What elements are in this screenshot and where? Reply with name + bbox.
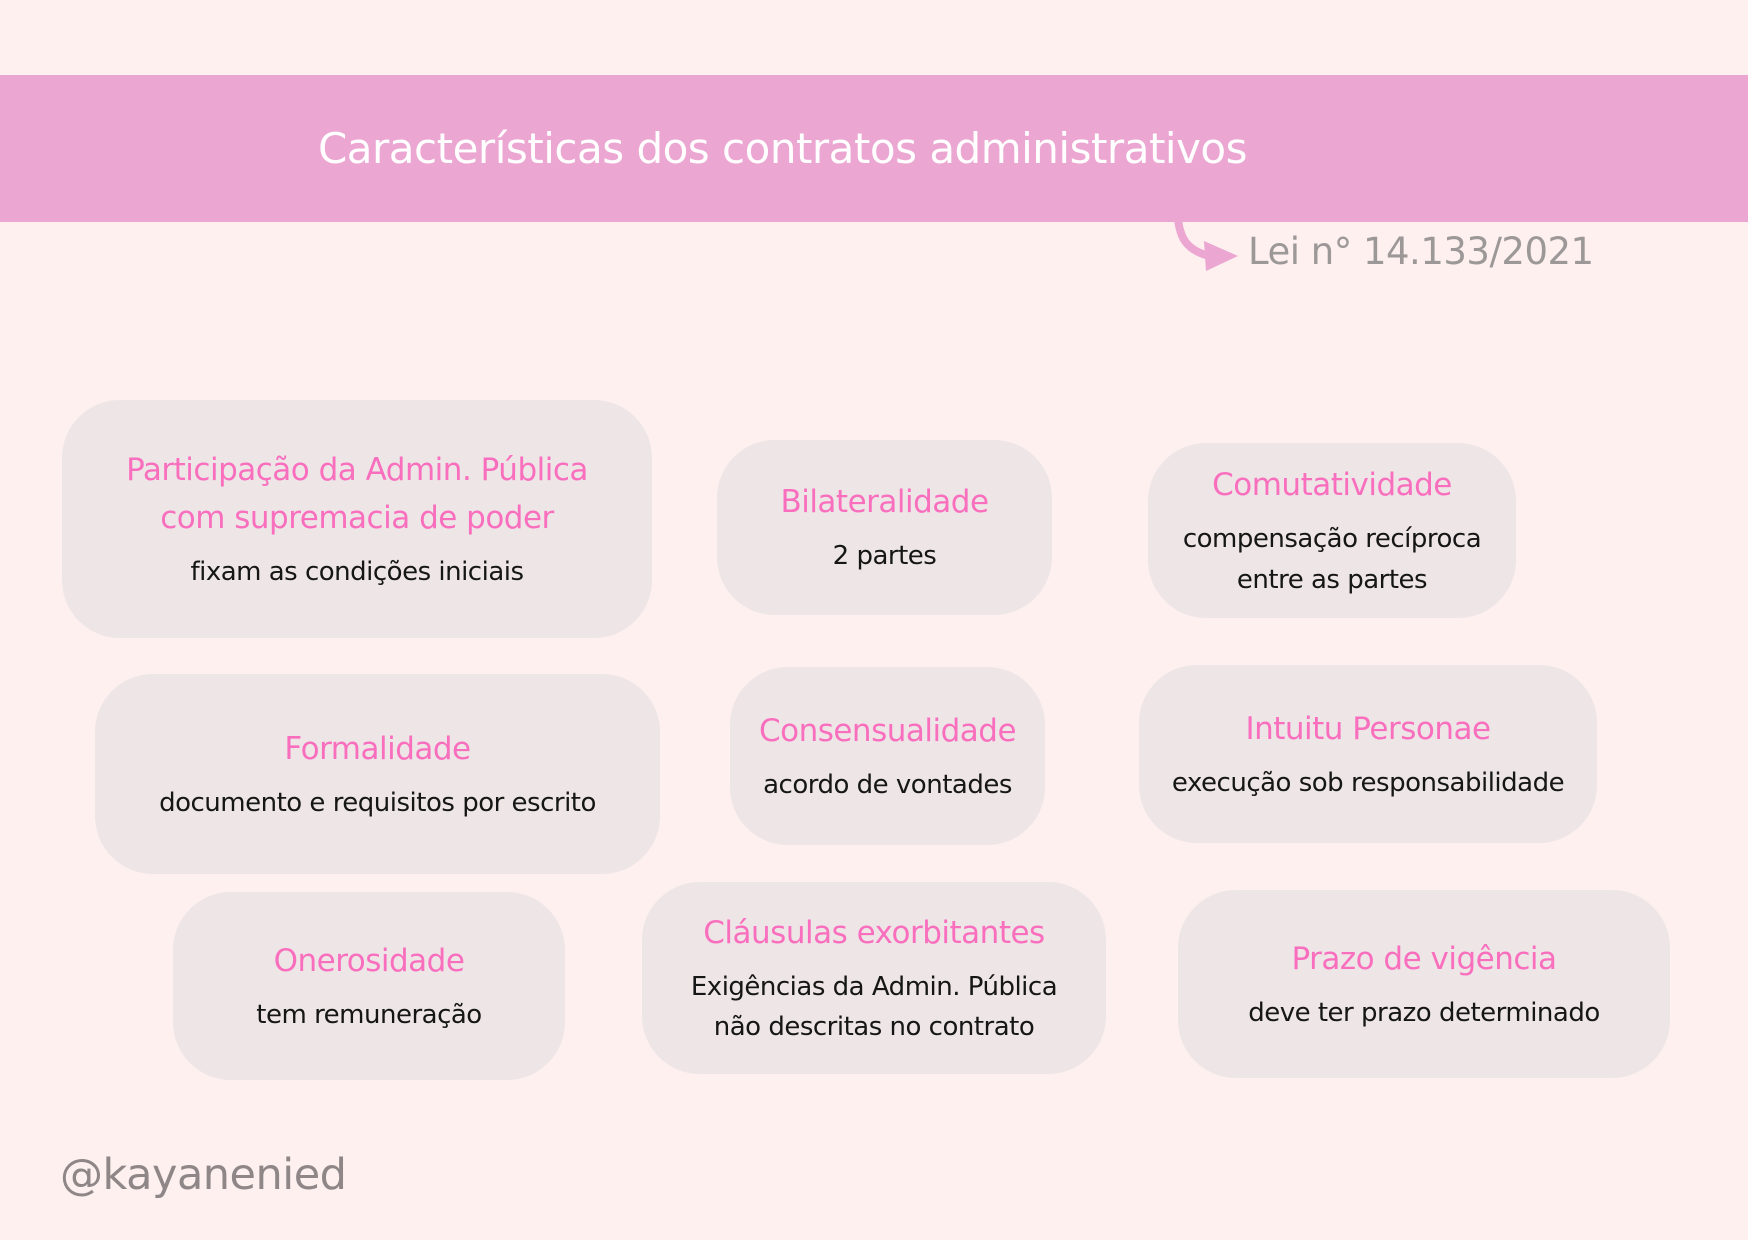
card-title bbox=[1245, 705, 1490, 753]
card-comutatividade bbox=[1148, 443, 1516, 618]
card-body bbox=[1172, 763, 1564, 803]
card-title bbox=[274, 937, 465, 985]
card-participacao-admin-publica bbox=[62, 400, 652, 638]
law-reference-group bbox=[1166, 219, 1594, 273]
card-body bbox=[833, 536, 937, 576]
card-title bbox=[703, 909, 1044, 957]
card-body bbox=[691, 967, 1057, 1048]
card-title bbox=[759, 707, 1016, 755]
card-title-line: Bilateralidade bbox=[780, 484, 989, 521]
card-body bbox=[190, 552, 523, 592]
header-banner bbox=[0, 75, 1748, 222]
card-title-line: Onerosidade bbox=[273, 942, 465, 979]
card-body-line: Exigências da Admin. Pública bbox=[690, 971, 1058, 1002]
law-reference-text: Lei n° 14.133/2021 bbox=[1248, 230, 1594, 273]
card-body bbox=[763, 765, 1012, 805]
page-title: Características dos contratos administrativos bbox=[317, 124, 1248, 173]
card-bilateralidade bbox=[717, 440, 1052, 615]
card-consensualidade bbox=[730, 667, 1045, 845]
card-body-line: tem remuneração bbox=[256, 999, 482, 1030]
card-body bbox=[1183, 519, 1481, 600]
card-body-line: 2 partes bbox=[832, 541, 937, 572]
card-title-line: Consensualidade bbox=[758, 712, 1017, 749]
card-title bbox=[126, 446, 588, 542]
card-title-line: Formalidade bbox=[284, 730, 471, 767]
card-title bbox=[780, 478, 988, 526]
card-body bbox=[159, 783, 596, 823]
card-body bbox=[1248, 993, 1600, 1033]
card-body-line: deve ter prazo determinado bbox=[1248, 997, 1600, 1028]
card-title-line: Comutatividade bbox=[1212, 467, 1452, 504]
card-title-line: Cláusulas exorbitantes bbox=[703, 914, 1045, 951]
card-body-line: fixam as condições iniciais bbox=[190, 556, 524, 587]
card-formalidade bbox=[95, 674, 660, 874]
card-clausulas-exorbitantes bbox=[642, 882, 1106, 1074]
card-title-line: com supremacia de poder bbox=[160, 499, 554, 536]
card-body-line: execução sob responsabilidade bbox=[1171, 767, 1565, 798]
card-intuitu-personae bbox=[1139, 665, 1597, 843]
card-body bbox=[256, 995, 481, 1035]
card-body-line: não descritas no contrato bbox=[713, 1012, 1035, 1043]
card-body-line: acordo de vontades bbox=[763, 769, 1012, 800]
card-title-line: Intuitu Personae bbox=[1245, 710, 1491, 747]
curved-arrow-icon bbox=[1166, 219, 1240, 273]
card-title-line: Prazo de vigência bbox=[1291, 940, 1557, 977]
watermark-handle: @kayanenied bbox=[60, 1150, 347, 1200]
card-title-line: Participação da Admin. Pública bbox=[126, 451, 588, 488]
card-title bbox=[1291, 935, 1556, 983]
card-onerosidade bbox=[173, 892, 565, 1080]
card-body-line: documento e requisitos por escrito bbox=[159, 787, 596, 818]
card-prazo-de-vigencia bbox=[1178, 890, 1670, 1078]
card-body-line: compensação recíproca bbox=[1182, 524, 1482, 555]
card-body-line: entre as partes bbox=[1236, 564, 1428, 595]
card-title bbox=[284, 725, 470, 773]
card-title bbox=[1212, 461, 1452, 509]
